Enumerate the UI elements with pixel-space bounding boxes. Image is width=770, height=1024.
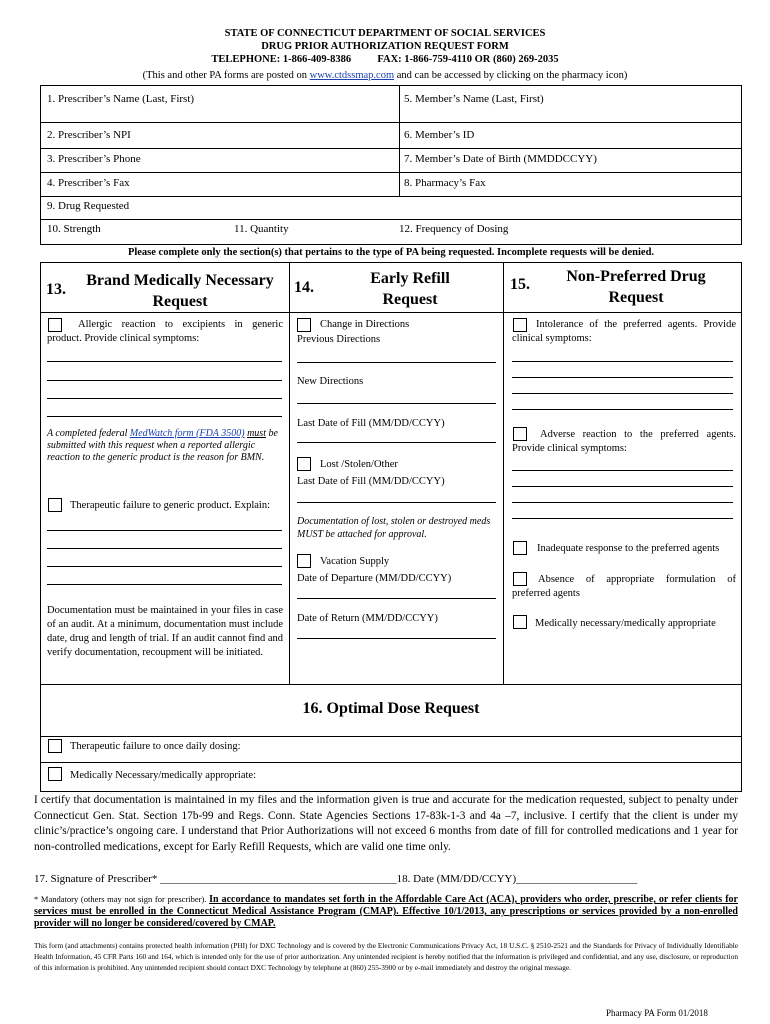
member-name-field[interactable]: 5. Member’s Name (Last, First) xyxy=(404,93,544,105)
contact-line: TELEPHONE: 1-866-409-8386 FAX: 1-866-759-4110 OR (860) 269-2035 xyxy=(211,54,559,65)
departure-date-label: Date of Departure (MM/DD/CCYY) xyxy=(297,573,452,584)
previous-directions-label: Previous Directions xyxy=(297,334,381,345)
instruction-text: Please complete only the section(s) that pertains to the type of PA being requested. Incomplete requests will be denied. xyxy=(127,247,655,258)
privacy-disclaimer: This form (and attachments) contains protected health information (PHI) for DXC Technology and is covered by the Electronic Communications Privacy Act, 18 U.S.C. § 2510-2521 and the Standards for Privacy of Individually Identifiable Health Information, 45 CFR Parts 160 and 164, which is intended only for the use of prior authorization. Any unintended recipient is hereby notified that the information is privileged and confidential, and any use, disclosure, or reproduction of this information is prohibited. Any unintended recipient should contact DXC Technology by telephone at (860) 255-3900 or by e-mail immediately and destroy the original message. xyxy=(34,941,738,972)
change-directions-checkbox[interactable] xyxy=(297,318,311,332)
once-daily-checkbox[interactable] xyxy=(48,739,62,753)
therapeutic-failure-checkbox[interactable] xyxy=(48,498,62,512)
prescriber-name-field[interactable]: 1. Prescriber’s Name (Last, First) xyxy=(47,93,195,105)
agency-title: STATE OF CONNECTICUT DEPARTMENT OF SOCIAL SERVICES xyxy=(224,28,546,39)
member-id-field[interactable]: 6. Member’s ID xyxy=(404,129,475,141)
change-directions-label: Change in Directions xyxy=(320,319,410,330)
intolerance-label: Intolerance of the preferred agents. Provide clinical symptoms: xyxy=(512,319,736,344)
mandatory-note: * Mandatory (others may not sign for prescriber). In accordance to mandates set forth in the Affordable Care Act (ACA), providers who order, prescribe, or refer clients for services must be enrolled in the Connecticut Medical Assistance Program (CMAP). Effective 10/1/2013, any prescriptions or services provided by a non-enrolled provider will no longer be considered/covered by CMAP. xyxy=(34,894,738,929)
lost-stolen-note: Documentation of lost, stolen or destroyed meds MUST be attached for approval. xyxy=(297,516,491,540)
frequency-field[interactable]: 12. Frequency of Dosing xyxy=(399,223,509,235)
inadequate-response-label: Inadequate response to the preferred agents xyxy=(537,543,720,554)
website-link[interactable]: www.ctdssmap.com xyxy=(309,70,395,81)
new-directions-label: New Directions xyxy=(297,376,364,387)
prescriber-fax-field[interactable]: 4. Prescriber’s Fax xyxy=(47,177,130,189)
strength-field[interactable]: 10. Strength xyxy=(47,223,101,235)
medically-necessary-15-checkbox[interactable] xyxy=(513,615,527,629)
medically-necessary-16-checkbox[interactable] xyxy=(48,767,62,781)
section-15-number: 15. xyxy=(510,276,530,293)
lost-stolen-label: Lost /Stolen/Other xyxy=(320,459,398,470)
section-13-number: 13. xyxy=(46,281,66,298)
allergic-reaction-label: Allergic reaction to excipients in generic product. Provide clinical symptoms: xyxy=(47,319,283,344)
quantity-field[interactable]: 11. Quantity xyxy=(234,223,289,235)
medically-necessary-15-label: Medically necessary/medically appropriate xyxy=(535,618,716,629)
return-date-label: Date of Return (MM/DD/CCYY) xyxy=(297,613,438,624)
last-fill-2-label: Last Date of Fill (MM/DD/CCYY) xyxy=(297,476,445,487)
lost-stolen-checkbox[interactable] xyxy=(297,457,311,471)
section-15-title: Non-Preferred Drug Request xyxy=(566,268,706,306)
info-table xyxy=(40,85,742,245)
therapeutic-failure-label: Therapeutic failure to generic product. Explain: xyxy=(70,500,270,511)
section-16-title: 16. Optimal Dose Request xyxy=(302,700,480,717)
last-fill-label: Last Date of Fill (MM/DD/CCYY) xyxy=(297,418,445,429)
medwatch-link[interactable]: MedWatch form (FDA 3500) xyxy=(129,428,245,439)
absence-formulation-label: Absence of appropriate formulation of preferred agents xyxy=(512,574,736,599)
adverse-reaction-label: Adverse reaction to the preferred agents. Provide clinical symptoms: xyxy=(512,429,736,454)
signature-line[interactable]: 17. Signature of Prescriber* ___________________________________________18. Date (MM/DD/CCYY)______________________ xyxy=(34,873,638,885)
drug-requested-field[interactable]: 9. Drug Requested xyxy=(47,200,130,212)
pharmacy-fax-field[interactable]: 8. Pharmacy’s Fax xyxy=(404,177,486,189)
prescriber-phone-field[interactable]: 3. Prescriber’s Phone xyxy=(47,153,141,165)
form-version: Pharmacy PA Form 01/2018 xyxy=(606,1008,708,1018)
form-title: DRUG PRIOR AUTHORIZATION REQUEST FORM xyxy=(261,41,509,52)
member-dob-field[interactable]: 7. Member’s Date of Birth (MMDDCCYY) xyxy=(404,153,597,165)
vacation-supply-label: Vacation Supply xyxy=(320,556,390,567)
prescriber-npi-field[interactable]: 2. Prescriber’s NPI xyxy=(47,129,131,141)
inadequate-response-checkbox[interactable] xyxy=(513,541,527,555)
certification-text: I certify that documentation is maintained in my files and the information given is true and accurate for the medication requested, subject to penalty under Connecticut Gen. Stat. Section 17b-99 and Regs. Conn. State Agencies Sections 17-83k-1-3 and 4a –7, inclusive. I certify that the client is under my clinic’s/practice’s ongoing care. I understand that Prior Authorizations will not exceed 6 months from date of fill for controlled medications and 1 year for non-controlled medications, except for Early Refill Requests, which are valid one time only. xyxy=(34,794,738,853)
section-14-title: Early Refill Request xyxy=(370,270,450,308)
documentation-note: Documentation must be maintained in your files in case of an audit. At a minimum, documentation must include date, drug and length of trial. If an audit cannot find and verify documentation, recoupment will be initiated. xyxy=(47,605,283,658)
header-note: (This and other PA forms are posted on www.ctdssmap.com and can be accessed by clicking on the pharmacy icon) xyxy=(142,70,628,81)
section-14-number: 14. xyxy=(294,279,314,296)
medwatch-note: A completed federal MedWatch form (FDA 3500) must be submitted with this request when a reported allergic reaction to the generic product is the reason for BMN. xyxy=(47,428,278,463)
vacation-supply-checkbox[interactable] xyxy=(297,554,311,568)
medically-necessary-16-label: Medically Necessary/medically appropriate: xyxy=(70,770,257,781)
once-daily-label: Therapeutic failure to once daily dosing: xyxy=(70,741,241,752)
section-13-title: Brand Medically Necessary Request xyxy=(86,272,274,310)
